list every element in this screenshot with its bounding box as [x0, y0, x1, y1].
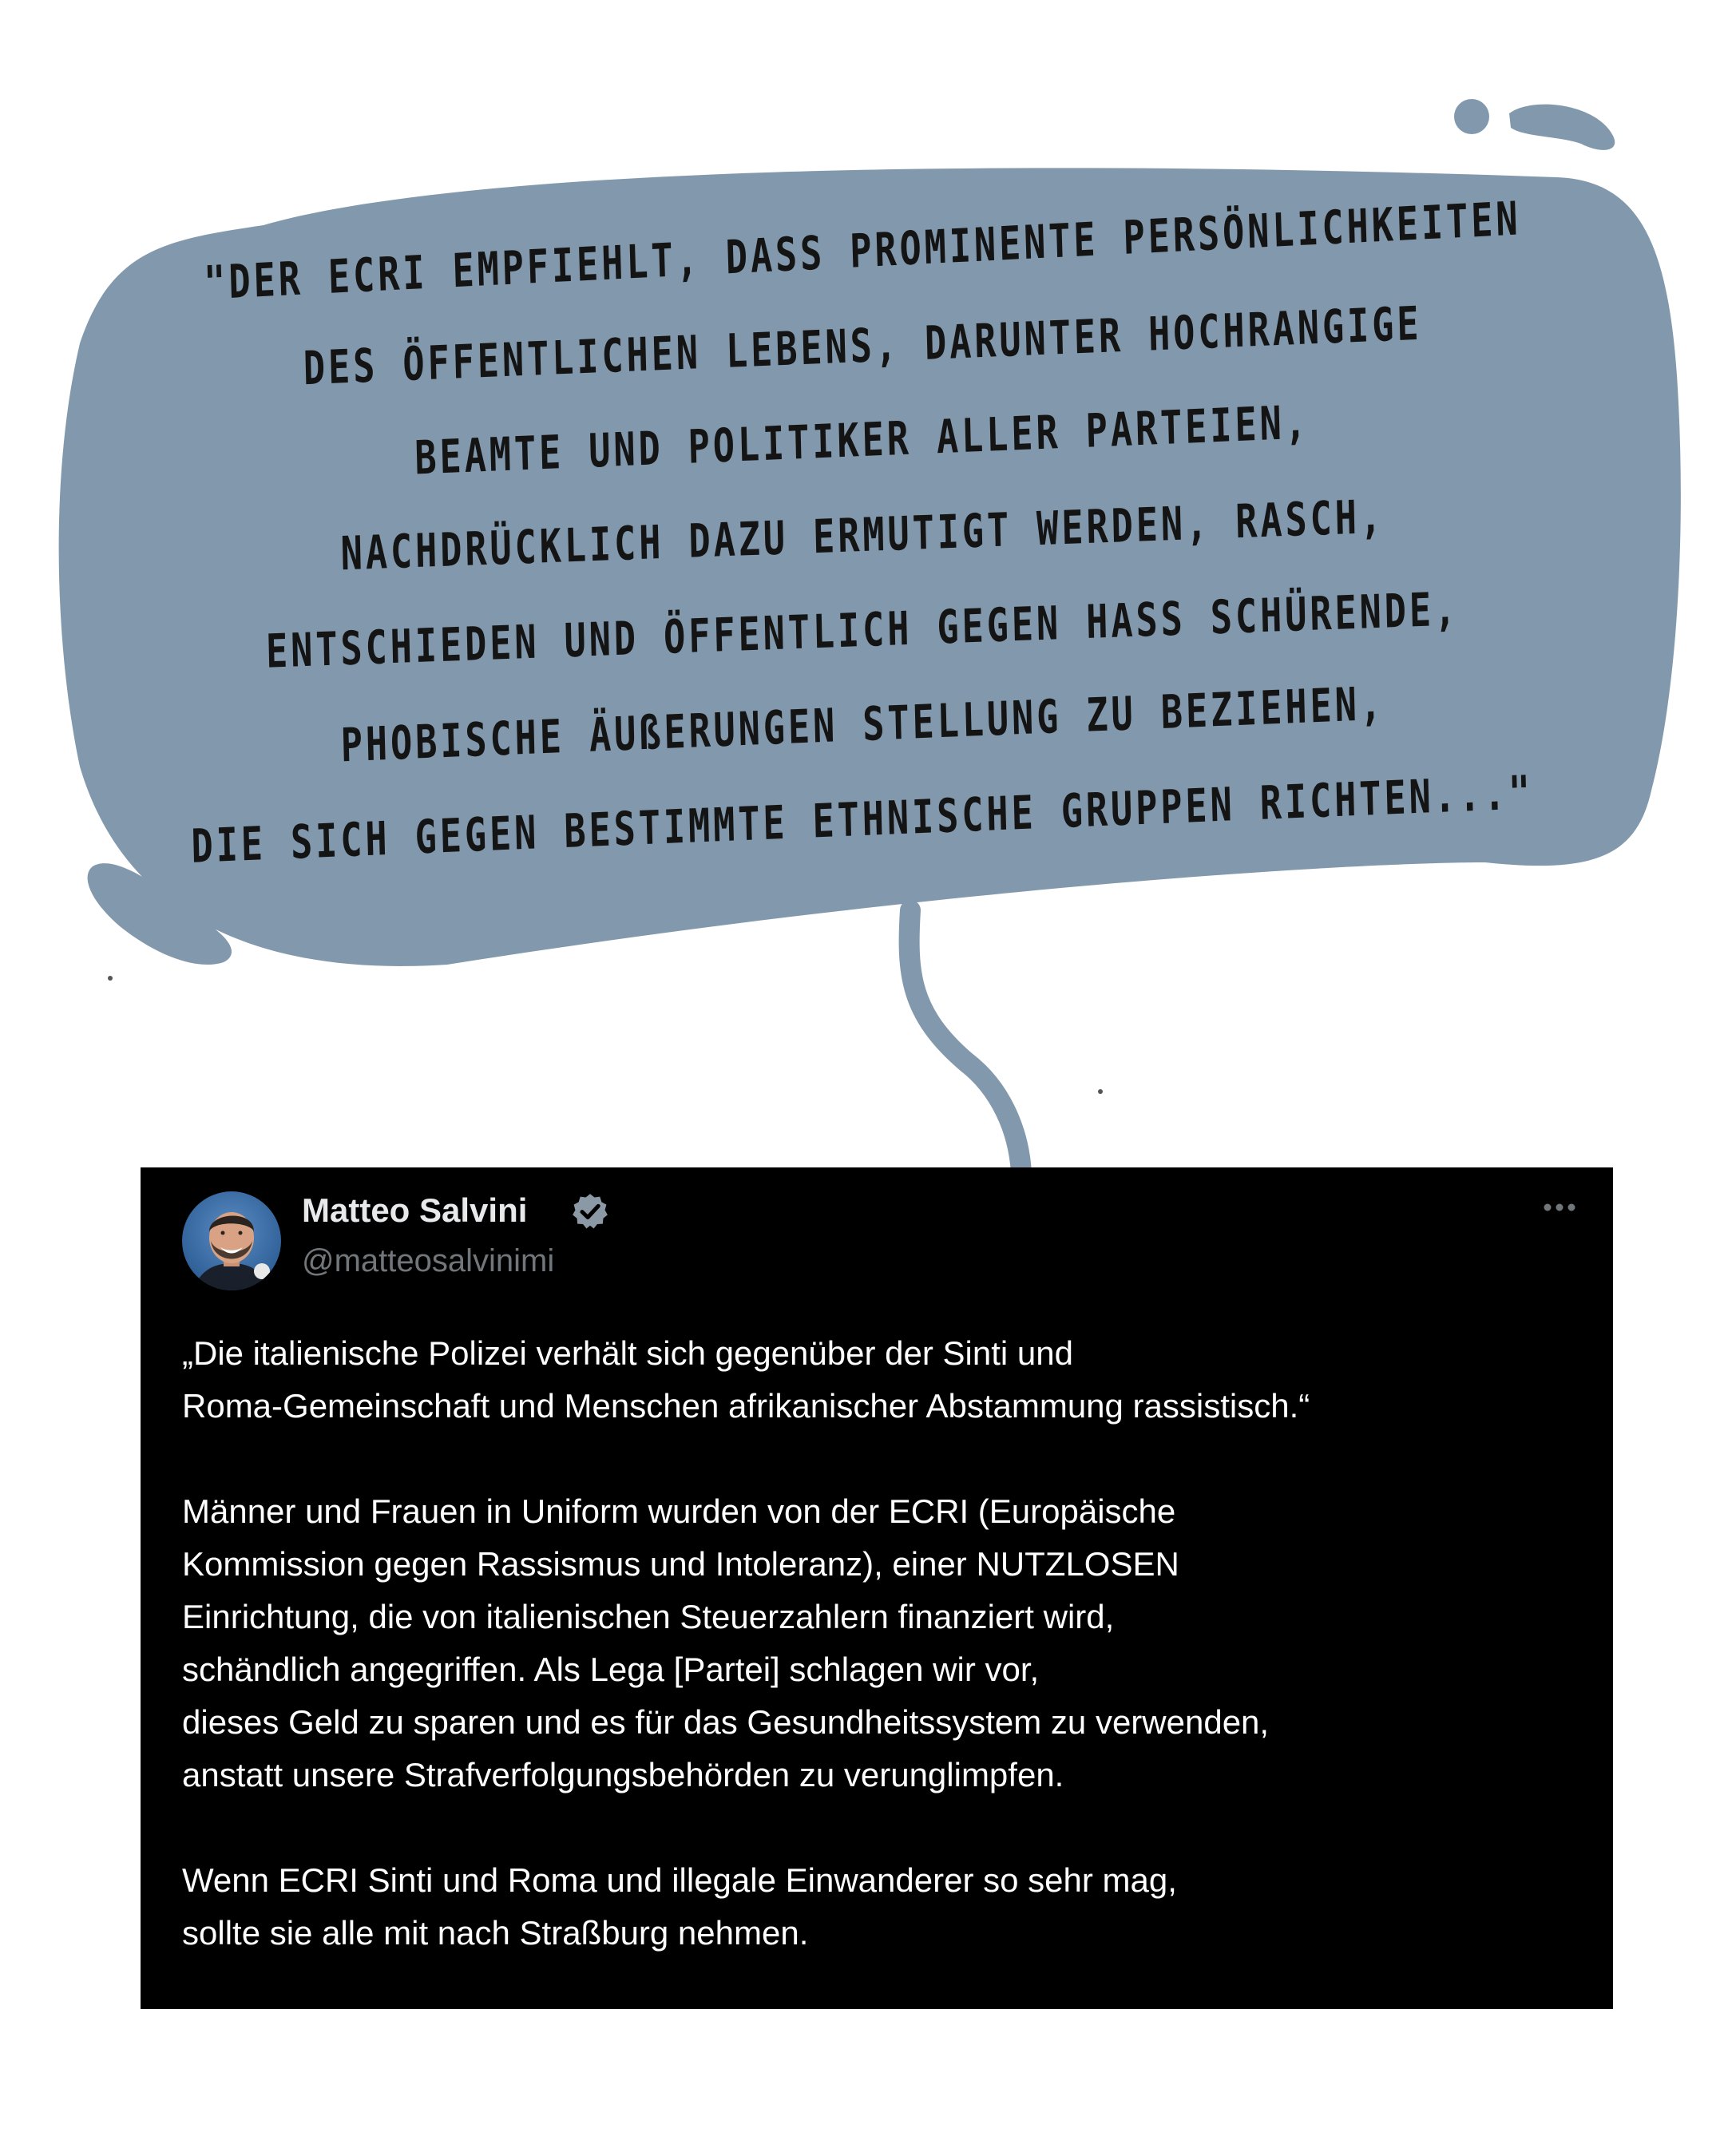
tweet-line: dieses Geld zu sparen und es für das Gesundheitssystem zu verwenden,: [182, 1703, 1270, 1741]
speck: [108, 976, 113, 981]
display-name[interactable]: Matteo Salvini: [302, 1191, 528, 1229]
quote-line: DES ÖFFENTLICHEN LEBENS, DARUNTER HOCHRANGIGE: [302, 295, 1423, 395]
tweet-line: Männer und Frauen in Uniform wurden von der ECRI (Europäische: [182, 1492, 1176, 1530]
tweet-card: [141, 1167, 1613, 2009]
verified-badge-icon: [570, 1191, 610, 1231]
tweet-line: Einrichtung, die von italienischen Steuerzahlern finanziert wird,: [182, 1598, 1115, 1635]
tweet-line: sollte sie alle mit nach Straßburg nehmen.: [182, 1914, 809, 1952]
bubble-dot: [1454, 99, 1489, 134]
tweet-paragraph: [182, 1485, 1587, 1801]
speck: [1098, 1089, 1103, 1094]
tweet-line: Wenn ECRI Sinti und Roma und illegale Einwanderer so sehr mag,: [182, 1861, 1177, 1899]
tweet-text: [182, 1327, 1587, 1960]
quote-line: ENTSCHIEDEN UND ÖFFENTLICH GEGEN HASS SCHÜRENDE,: [265, 581, 1460, 679]
user-handle[interactable]: @matteosalvinimi: [302, 1243, 555, 1278]
bubble-stroke: [1509, 105, 1615, 150]
tweet-paragraph: [182, 1854, 1587, 1960]
avatar[interactable]: [182, 1191, 281, 1290]
more-options-icon[interactable]: [1540, 1199, 1579, 1215]
quote-text-block: [120, 191, 1605, 874]
quote-line: PHOBISCHE ÄUßERUNGEN STELLUNG ZU BEZIEHEN,: [339, 676, 1385, 773]
quote-line: BEAMTE UND POLITIKER ALLER PARTEIEN,: [414, 394, 1311, 485]
tweet-line: Kommission gegen Rassismus und Intoleranz), einer NUTZLOSEN: [182, 1545, 1179, 1583]
tweet-line: schändlich angegriffen. Als Lega [Partei] schlagen wir vor,: [182, 1651, 1040, 1688]
tweet-paragraph: [182, 1327, 1587, 1433]
tweet-line: Roma-Gemeinschaft und Menschen afrikanischer Abstammung rassistisch.“: [182, 1387, 1310, 1425]
quote-line: NACHDRÜCKLICH DAZU ERMUTIGT WERDEN, RASCH,: [339, 489, 1385, 581]
tweet-line: „Die italienische Polizei verhält sich gegenüber der Sinti und: [182, 1334, 1073, 1372]
quote-line: DIE SICH GEGEN BESTIMMTE ETHNISCHE GRUPPEN RICHTEN...": [190, 765, 1535, 874]
quote-line: "DER ECRI EMPFIEHLT, DASS PROMINENTE PERSÖNLICHKEITEN: [203, 191, 1522, 311]
tweet-line: anstatt unsere Strafverfolgungsbehörden zu verunglimpfen.: [182, 1756, 1064, 1793]
